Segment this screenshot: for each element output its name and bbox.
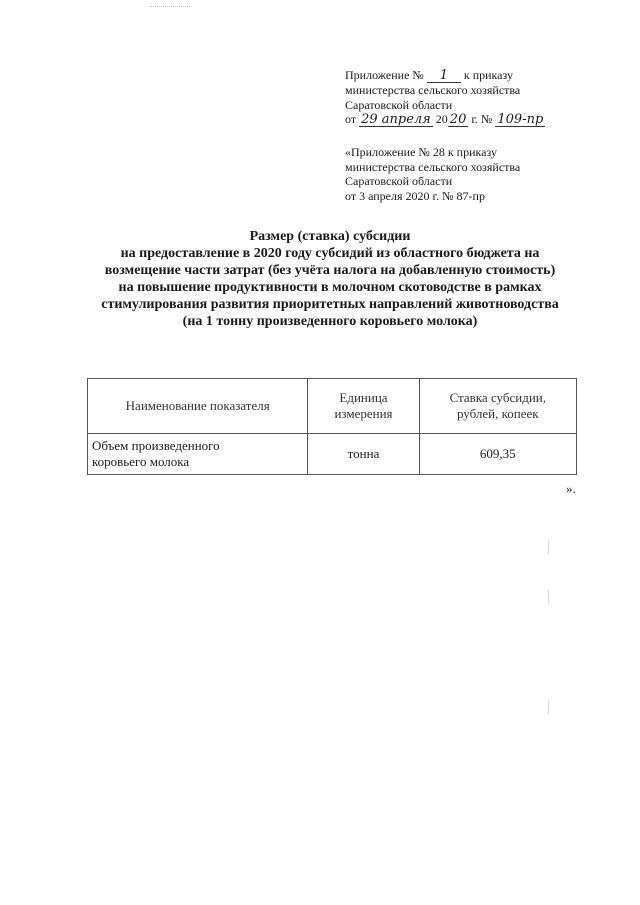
amended-line-1: «Приложение № 28 к приказу [345, 145, 497, 159]
handwritten-attachment-number: 1 [427, 70, 461, 83]
scan-artifact [548, 540, 549, 554]
header-indicator-text: Наименование показателя [125, 398, 270, 413]
scan-speck [150, 6, 190, 9]
amended-attachment-block [345, 145, 520, 203]
region-line: Саратовской области [345, 97, 453, 112]
scan-artifact [548, 700, 549, 714]
header-unit-line-1: Единица [339, 390, 388, 405]
attachment-line-1 [345, 68, 545, 83]
indicator-name-line-2: коровьего молока [92, 454, 190, 469]
date-prefix: от [345, 112, 357, 126]
closing-quote-mark: ». [566, 481, 576, 496]
cell-unit: тонна [308, 434, 419, 475]
header-rate-line-1: Ставка субсидии, [449, 390, 546, 405]
header-indicator-name [88, 379, 308, 434]
attachment-header [345, 68, 545, 127]
amended-line-4: от 3 апреля 2020 г. № 87-пр [345, 188, 485, 203]
year-prefix: 20 [435, 112, 448, 126]
title-line-3: возмещение части затрат (без учёта налога на добавленную стоимость) [104, 263, 556, 278]
year-suffix: г. № [471, 112, 493, 126]
scan-artifact [548, 590, 549, 604]
title-line-4: на повышение продуктивности в молочном скотоводстве в рамках [118, 280, 542, 295]
subsidy-rate-table [87, 378, 577, 475]
header-unit [308, 379, 419, 434]
order-date-line [345, 112, 545, 127]
table-row [88, 434, 577, 475]
cell-rate: 609,35 [419, 434, 576, 475]
header-unit-line-2: измерения [334, 406, 393, 421]
attachment-suffix: к приказу [463, 68, 513, 82]
title-line-2: на предоставление в 2020 году субсидий из областного бюджета на [120, 246, 540, 261]
document-title [80, 228, 580, 330]
handwritten-order-number: 109-пр [497, 112, 544, 127]
amended-line-3: Саратовской области [345, 174, 453, 188]
title-line-1: Размер (ставка) субсидии [249, 229, 411, 244]
table-header-row [88, 379, 577, 434]
header-rate [419, 379, 576, 434]
title-line-6: (на 1 тонну произведенного коровьего молока) [182, 314, 478, 329]
cell-indicator-name [88, 434, 308, 475]
ministry-line: министерства сельского хозяйства [345, 83, 521, 97]
title-line-5: стимулирования развития приоритетных направлений животноводства [101, 297, 559, 312]
header-rate-line-2: рублей, копеек [456, 406, 539, 421]
indicator-name-line-1: Объем произведенного [92, 438, 220, 453]
attachment-prefix: Приложение № [345, 68, 424, 82]
handwritten-year: 20 [449, 112, 467, 127]
handwritten-date: 29 апреля [361, 112, 431, 127]
amended-line-2: министерства сельского хозяйства [345, 159, 521, 174]
